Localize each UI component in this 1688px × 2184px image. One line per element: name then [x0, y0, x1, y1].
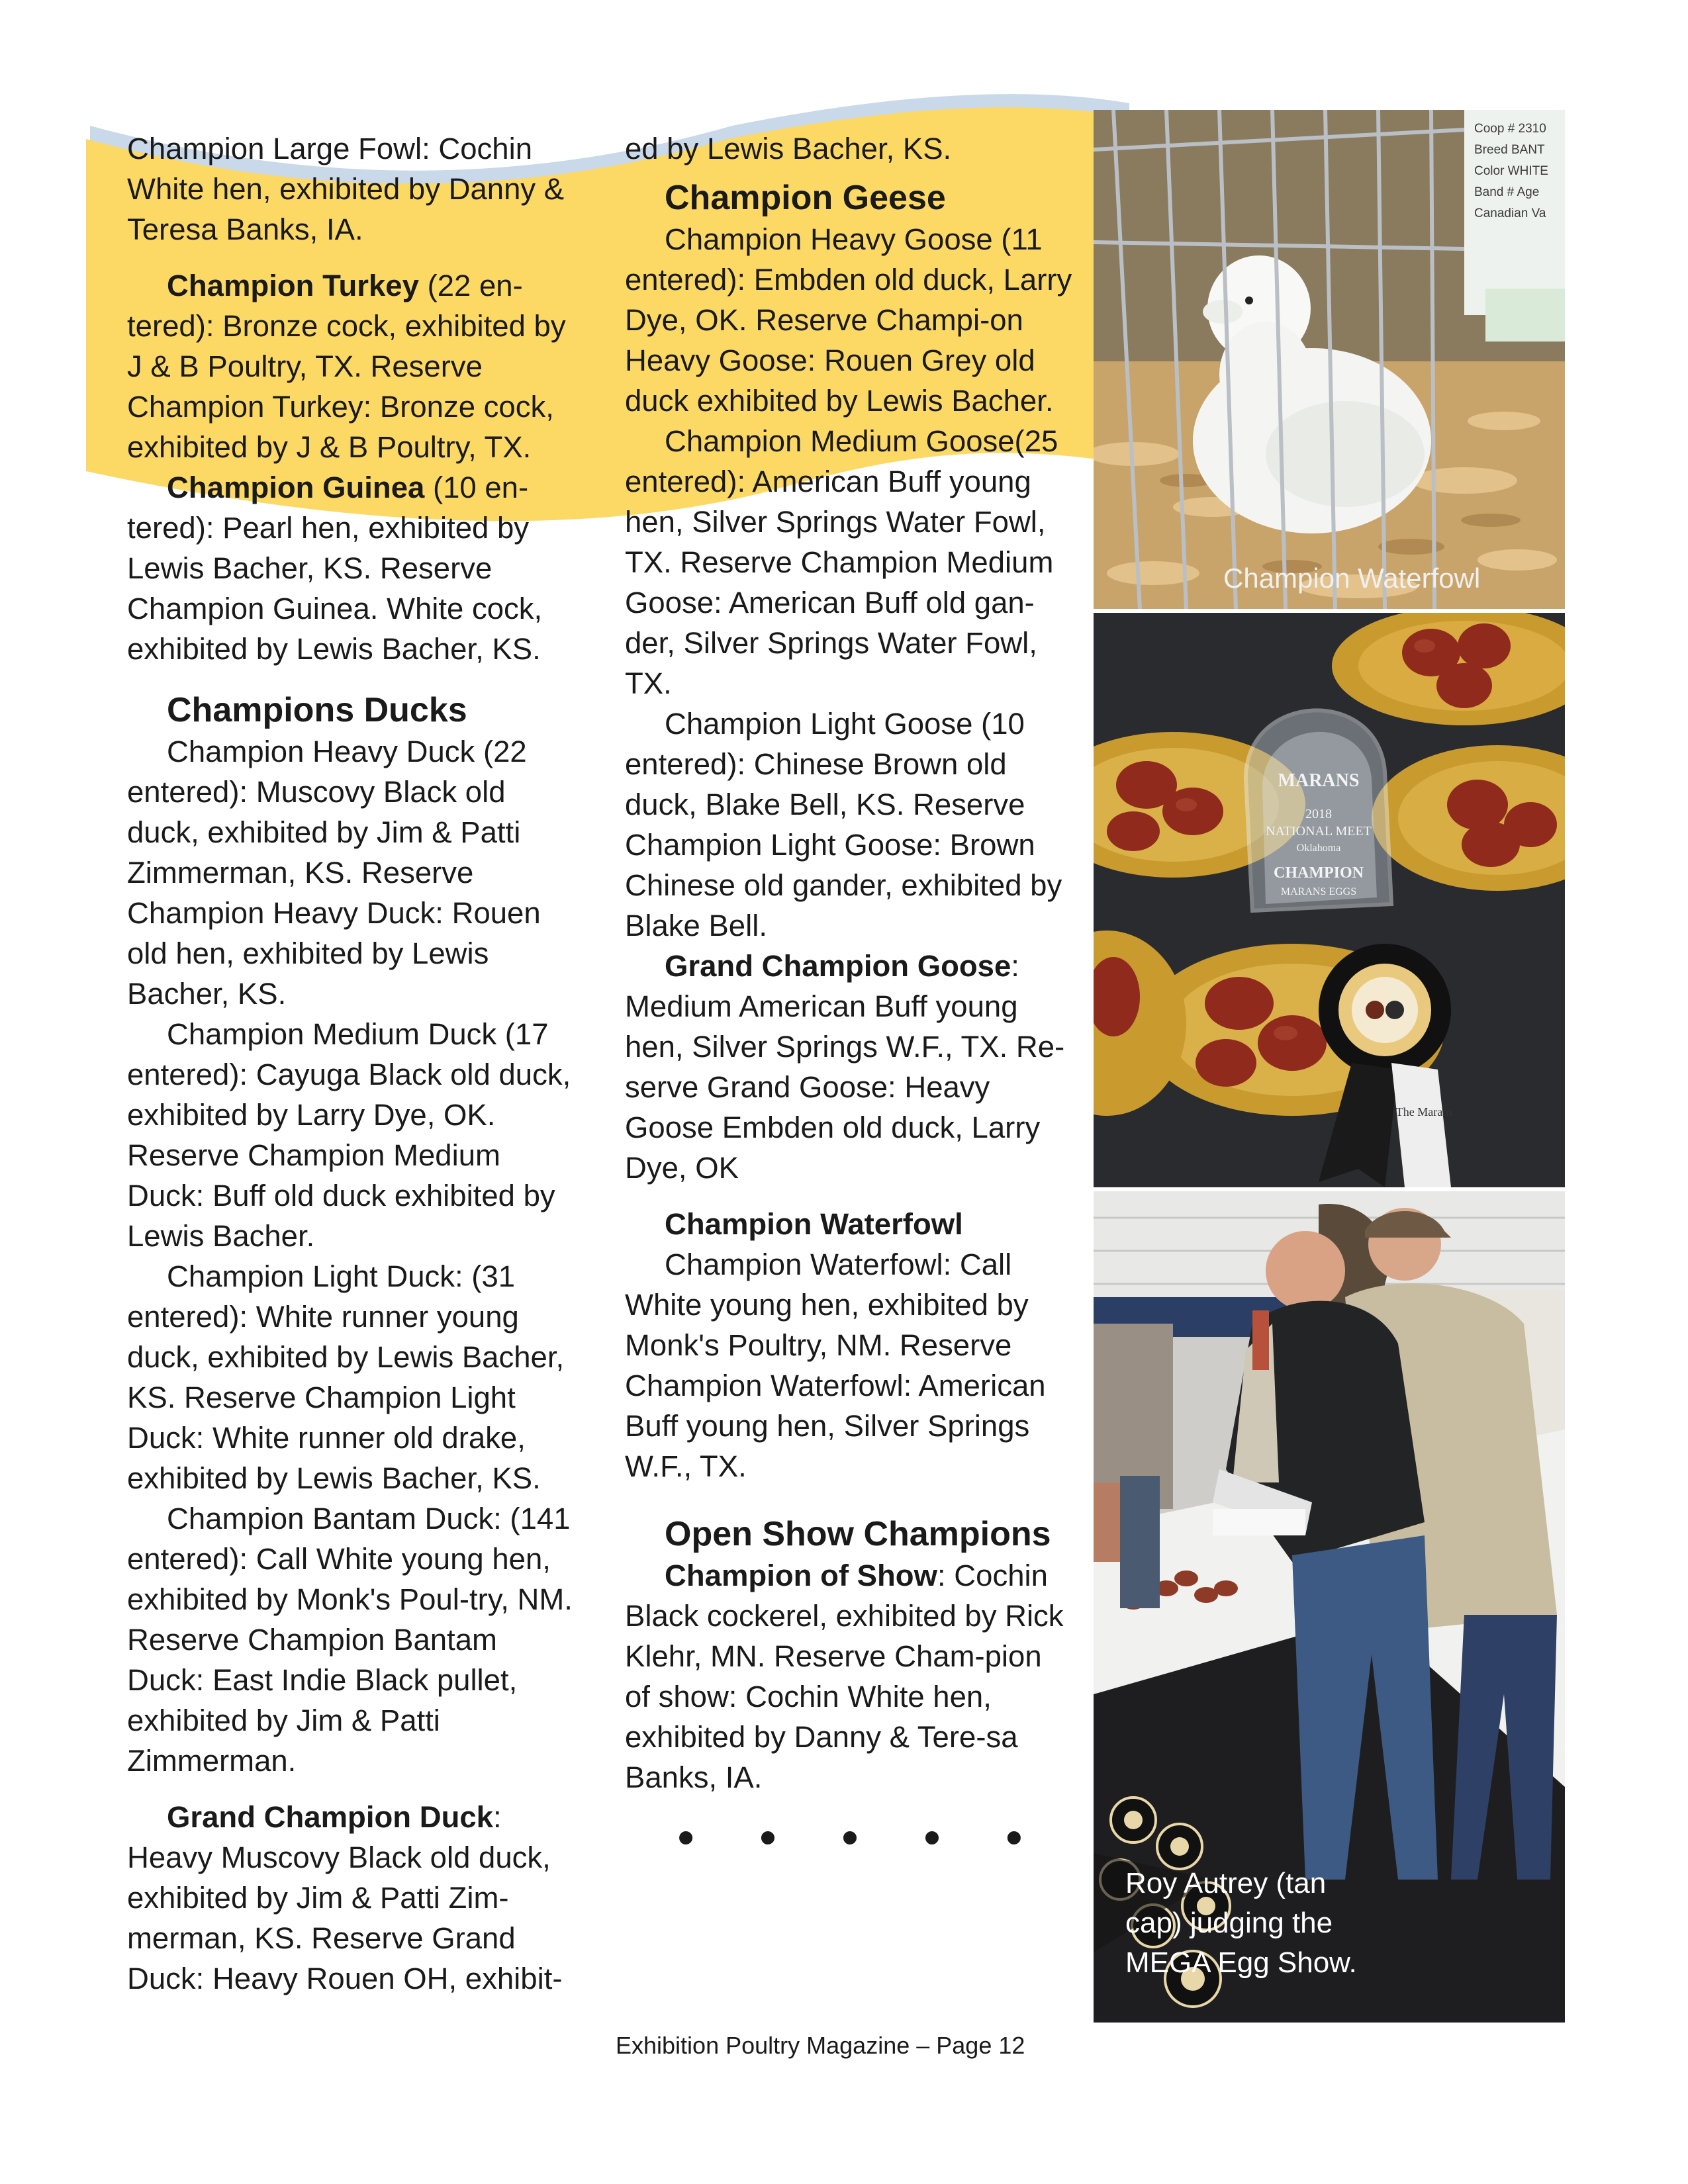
grand-goose-text: : Medium American Buff young hen, Silver Springs W.F., TX. Re-serve Grand Goose: Heavy Goose Embden old duck, Larry Dye, OK	[625, 949, 1065, 1185]
trophy-text-year: 2018	[1305, 807, 1332, 821]
champion-waterfowl-caption: Champion Waterfowl	[1223, 563, 1481, 594]
article-column-middle	[625, 128, 1075, 1863]
grand-goose-paragraph	[625, 946, 1075, 1188]
grand-duck-paragraph	[127, 1797, 577, 1999]
photo-strip	[1094, 110, 1565, 2023]
cage-tag-line-3: Color WHITE	[1474, 164, 1548, 178]
champion-guinea-text: (10 en-tered): Pearl hen, exhibited by Lewis Bacher, KS. Reserve Champion Guinea. White cock, exhibited by Lewis Bacher, KS.	[127, 471, 543, 666]
cage-tag-line-1: Coop # 2310	[1474, 122, 1546, 136]
medium-goose-paragraph: Champion Medium Goose(25 entered): American Buff young hen, Silver Springs Water Fowl, TX. Reserve Champion Medium Goose: American Buff old gan-der, Silver Springs Water Fowl, TX.	[625, 424, 1058, 700]
champion-turkey-text: (22 en-tered): Bronze cock, exhibited by J & B Poultry, TX. Reserve Champion Turkey: Bronze cock, exhibited by J & B Poultry, TX.	[127, 269, 566, 464]
cage-tag-line-5: Canadian Va	[1474, 206, 1546, 220]
judge-caption: Roy Autrey (tan cap) judging the MEGA Egg Show.	[1125, 1867, 1357, 1979]
champion-geese-heading: Champion Geese	[665, 179, 946, 217]
marans-eggs-photo	[1094, 613, 1565, 1187]
light-goose-paragraph: Champion Light Goose (10 entered): Chinese Brown old duck, Blake Bell, KS. Reserve Champion Light Goose: Brown Chinese old gander, exhibited by Blake Bell.	[625, 707, 1062, 942]
ribbon-text: The Marans	[1395, 1105, 1454, 1118]
trophy-text-eggs: MARANS EGGS	[1280, 886, 1357, 897]
champion-waterfowl-paragraph: Champion Waterfowl: Call White young hen, exhibited by Monk's Poultry, NM. Reserve Champion Waterfowl: American Buff young hen, Silver Springs W.F., TX.	[625, 1248, 1046, 1483]
eggs-trophy-image	[1094, 613, 1565, 1187]
champion-guinea-label: Champion Guinea	[167, 471, 425, 504]
trophy-text-marans: MARANS	[1278, 770, 1360, 791]
grand-duck-text: : Heavy Muscovy Black old duck, exhibited by Jim & Patti Zim-merman, KS. Reserve Grand Duck: Heavy Rouen OH, exhibit-	[127, 1800, 563, 1995]
champions-ducks-heading: Champions Ducks	[167, 691, 467, 729]
egg-show-judging-photo	[1094, 1191, 1565, 2023]
grand-goose-label: Grand Champion Goose	[665, 949, 1011, 983]
heavy-goose-paragraph: Champion Heavy Goose (11 entered): Embden old duck, Larry Dye, OK. Reserve Champi-on Heavy Goose: Rouen Grey old duck exhibited by Lewis Bacher.	[625, 222, 1072, 418]
champion-of-show-text: : Cochin Black cockerel, exhibited by Rick Klehr, MN. Reserve Cham-pion of show: Cochin White hen, exhibited by Danny & Tere-sa Banks, IA.	[625, 1559, 1064, 1794]
heavy-duck-paragraph: Champion Heavy Duck (22 entered): Muscovy Black old duck, exhibited by Jim & Patti Zimmerman, KS. Reserve Champion Heavy Duck: Rouen old hen, exhibited by Lewis Bacher, KS.	[127, 735, 541, 1011]
open-show-champions-heading: Open Show Champions	[665, 1515, 1051, 1553]
white-duck-image	[1094, 110, 1565, 609]
trophy-text-meet: NATIONAL MEET	[1266, 824, 1372, 839]
grand-duck-label: Grand Champion Duck	[167, 1800, 493, 1834]
champion-guinea-paragraph	[127, 467, 577, 669]
trophy-text-state: Oklahoma	[1296, 842, 1341, 854]
medium-duck-paragraph: Champion Medium Duck (17 entered): Cayuga Black old duck, exhibited by Larry Dye, OK. Reserve Champion Medium Duck: Buff old duck exhibited by Lewis Bacher.	[127, 1017, 571, 1253]
cage-tag-line-4: Band # Age	[1474, 185, 1540, 199]
champion-waterfowl-heading: Champion Waterfowl	[665, 1207, 963, 1241]
champion-turkey-paragraph	[127, 265, 577, 467]
champion-large-fowl-text: Champion Large Fowl: Cochin White hen, exhibited by Danny & Teresa Banks, IA.	[127, 132, 565, 246]
article-column-left	[127, 128, 577, 1999]
champion-turkey-label: Champion Turkey	[167, 269, 419, 302]
champion-of-show-label: Champion of Show	[665, 1559, 937, 1592]
champion-of-show-paragraph	[625, 1555, 1075, 1797]
continued-text: ed by Lewis Bacher, KS.	[625, 132, 952, 165]
champion-waterfowl-photo	[1094, 110, 1565, 609]
trophy-text-champion: CHAMPION	[1274, 864, 1364, 882]
bantam-duck-paragraph: Champion Bantam Duck: (141 entered): Call White young hen, exhibited by Monk's Poul-try, NM. Reserve Champion Bantam Duck: East Indie Black pullet, exhibited by Jim & Patti Zimmerman.	[127, 1502, 573, 1778]
section-divider-dots: • • • • •	[677, 1811, 1049, 1863]
cage-tag-line-2: Breed BANT	[1474, 143, 1545, 157]
light-duck-paragraph: Champion Light Duck: (31 entered): White runner young duck, exhibited by Lewis Bacher, KS. Reserve Champion Light Duck: White runner old drake, exhibited by Lewis Bacher, KS.	[127, 1259, 565, 1495]
page-footer: Exhibition Poultry Magazine – Page 12	[616, 2032, 1025, 2059]
